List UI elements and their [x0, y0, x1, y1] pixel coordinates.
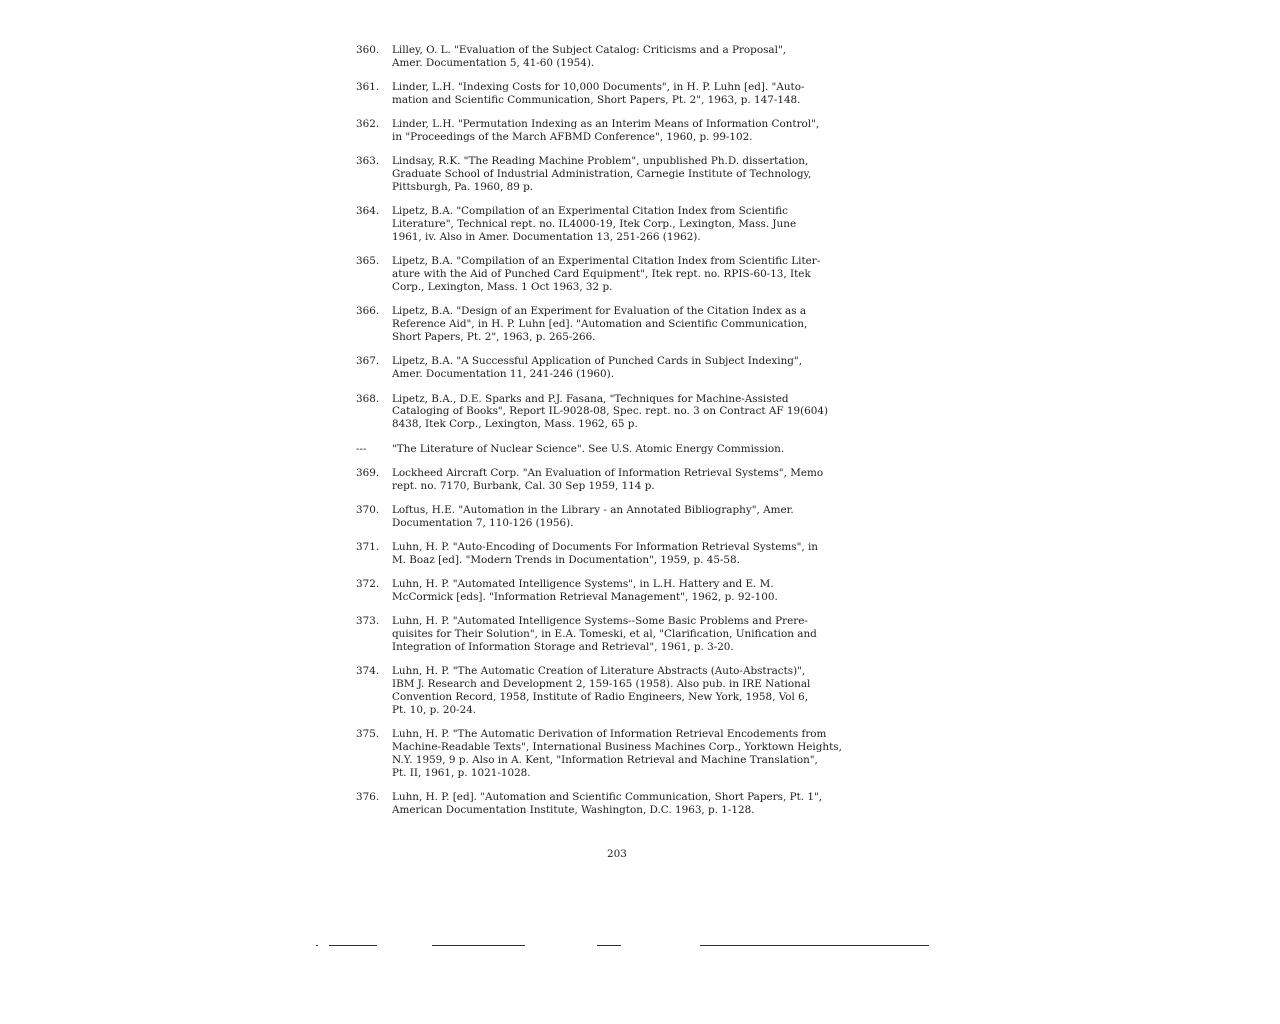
reference-list: [356, 44, 886, 828]
reference-text: Lilley, O. L. "Evaluation of the Subject Catalog: Criticisms and a Proposal", Amer. Documentation 5, 41-60 (1954).: [392, 44, 787, 69]
reference-entry: [356, 541, 886, 567]
reference-text: Lipetz, B.A. "A Successful Application of Punched Cards in Subject Indexing", Amer. Documentation 11, 241-246 (1960).: [392, 355, 803, 381]
reference-number: 363.: [356, 155, 380, 168]
reference-text: Luhn, H. P. "Auto-Encoding of Documents For Information Retrieval Systems", in M. Boaz [ed]. "Modern Trends in Documentation", 1959, p. 45-58.: [392, 540, 818, 566]
reference-number: 376.: [356, 791, 380, 804]
reference-text: Lindsay, R.K. "The Reading Machine Problem", unpublished Ph.D. dissertation, Graduate School of Industrial Administration, Carnegie Institute of Technology, Pittsburgh, Pa. 1960, 89 p.: [392, 155, 812, 194]
reference-entry: [356, 205, 886, 244]
reference-text: Lipetz, B.A., D.E. Sparks and P.J. Fasana, "Techniques for Machine-Assisted Cataloging of Books", Report IL-9028-08, Spec. rept. no. 3 on Contract AF 19(604) 8438, Itek Corp., Lexington, Mass. 1962, 65 p.: [392, 392, 829, 431]
reference-entry: [356, 504, 886, 530]
reference-number: 373.: [356, 615, 380, 628]
reference-number: 364.: [356, 205, 380, 218]
reference-text: Luhn, H. P. "The Automatic Derivation of Information Retrieval Encodements from Machine-Readable Texts", International Business Machines Corp., Yorktown Heights, N.Y. 1959, 9 p. Also in A. Kent, "Information Retrieval and Machine Translation", Pt. II, 1961, p. 1021-1028.: [392, 728, 842, 779]
page-number: 203: [607, 848, 627, 860]
reference-entry: [356, 393, 886, 432]
reference-number: 370.: [356, 503, 380, 516]
reference-text: Lipetz, B.A. "Design of an Experiment for Evaluation of the Citation Index as a Reference Aid", in H. P. Luhn [ed]. "Automation and Scientific Communication, Short Papers, Pt. 2", 1963, p. 265-266.: [392, 305, 808, 344]
reference-entry: [356, 44, 886, 70]
reference-entry: [356, 355, 886, 381]
reference-number: 365.: [356, 255, 380, 268]
footer-rule: [432, 945, 525, 946]
reference-entry: [356, 443, 886, 456]
reference-entry: [356, 305, 886, 344]
reference-text: Luhn, H. P. "Automated Intelligence Systems", in L.H. Hattery and E. M. McCormick [eds]. "Information Retrieval Management", 1962, p. 92-100.: [392, 578, 778, 603]
reference-entry: [356, 665, 886, 717]
reference-text: Lipetz, B.A. "Compilation of an Experimental Citation Index from Scientific Literature", Technical rept. no. IL4000-19, Itek Corp., Lexington, Mass. June 1961, iv. Also in Amer. Documentation 13, 251-266 (1962).: [392, 205, 797, 244]
reference-text: Lockheed Aircraft Corp. "An Evaluation of Information Retrieval Systems", Memo rept. no. 7170, Burbank, Cal. 30 Sep 1959, 114 p.: [392, 466, 824, 492]
reference-text: Linder, L.H. "Permutation Indexing as an Interim Means of Information Control", in "Proceedings of the March AFBMD Conference", 1960, p. 99-102.: [392, 118, 820, 144]
reference-entry: [356, 118, 886, 144]
footer-rule: [597, 945, 621, 946]
reference-text: Luhn, H. P. "The Automatic Creation of Literature Abstracts (Auto-Abstracts)", IBM J. Research and Development 2, 159-165 (1958). Also pub. in IRE National Convention Record, 1958, Institute of Radio Engineers, New York, 1958, Vol 6, Pt. 10, p. 20-24.: [392, 665, 811, 716]
reference-text: Lipetz, B.A. "Compilation of an Experimental Citation Index from Scientific Liter- ature with the Aid of Punched Card Equipment", Itek rept. no. RPIS-60-13, Itek Corp., Lexington, Mass. 1 Oct 1963, 32 p.: [392, 255, 821, 294]
reference-entry: [356, 578, 886, 604]
reference-number: 362.: [356, 118, 380, 131]
reference-number: 372.: [356, 578, 380, 591]
reference-entry: [356, 615, 886, 654]
reference-number: 366.: [356, 305, 380, 318]
reference-number: 360.: [356, 44, 380, 56]
reference-text: Luhn, H. P. [ed]. "Automation and Scientific Communication, Short Papers, Pt. 1", American Documentation Institute, Washington, D.C. 1963, p. 1-128.: [392, 791, 823, 816]
footer-rule: [700, 945, 929, 946]
reference-entry: [356, 155, 886, 194]
reference-text: Linder, L.H. "Indexing Costs for 10,000 Documents", in H. P. Luhn [ed]. "Auto- mation and Scientific Communication, Short Papers, Pt. 2", 1963, p. 147-148.: [392, 81, 805, 107]
reference-text: "The Literature of Nuclear Science". See U.S. Atomic Energy Commission.: [392, 442, 785, 455]
reference-number: 371.: [356, 540, 380, 553]
reference-entry: [356, 255, 886, 294]
reference-number: 368.: [356, 392, 380, 405]
reference-number: 369.: [356, 466, 380, 479]
reference-number: 361.: [356, 81, 380, 94]
reference-number: 374.: [356, 665, 380, 678]
reference-entry: [356, 81, 886, 107]
reference-number: 375.: [356, 728, 380, 741]
reference-number: ---: [356, 442, 367, 455]
reference-entry: [356, 728, 886, 780]
reference-text: Luhn, H. P. "Automated Intelligence Systems--Some Basic Problems and Prere- quisites for Their Solution", in E.A. Tomeski, et al, "Clarification, Unification and Integration of Information Storage and Retrieval", 1961, p. 3-20.: [392, 615, 817, 653]
footer-rule: [329, 945, 377, 946]
reference-entry: [356, 791, 886, 817]
reference-entry: [356, 467, 886, 493]
footer-mark: [316, 945, 318, 946]
reference-text: Loftus, H.E. "Automation in the Library - an Annotated Bibliography", Amer. Documentation 7, 110-126 (1956).: [392, 503, 794, 529]
reference-number: 367.: [356, 355, 380, 368]
